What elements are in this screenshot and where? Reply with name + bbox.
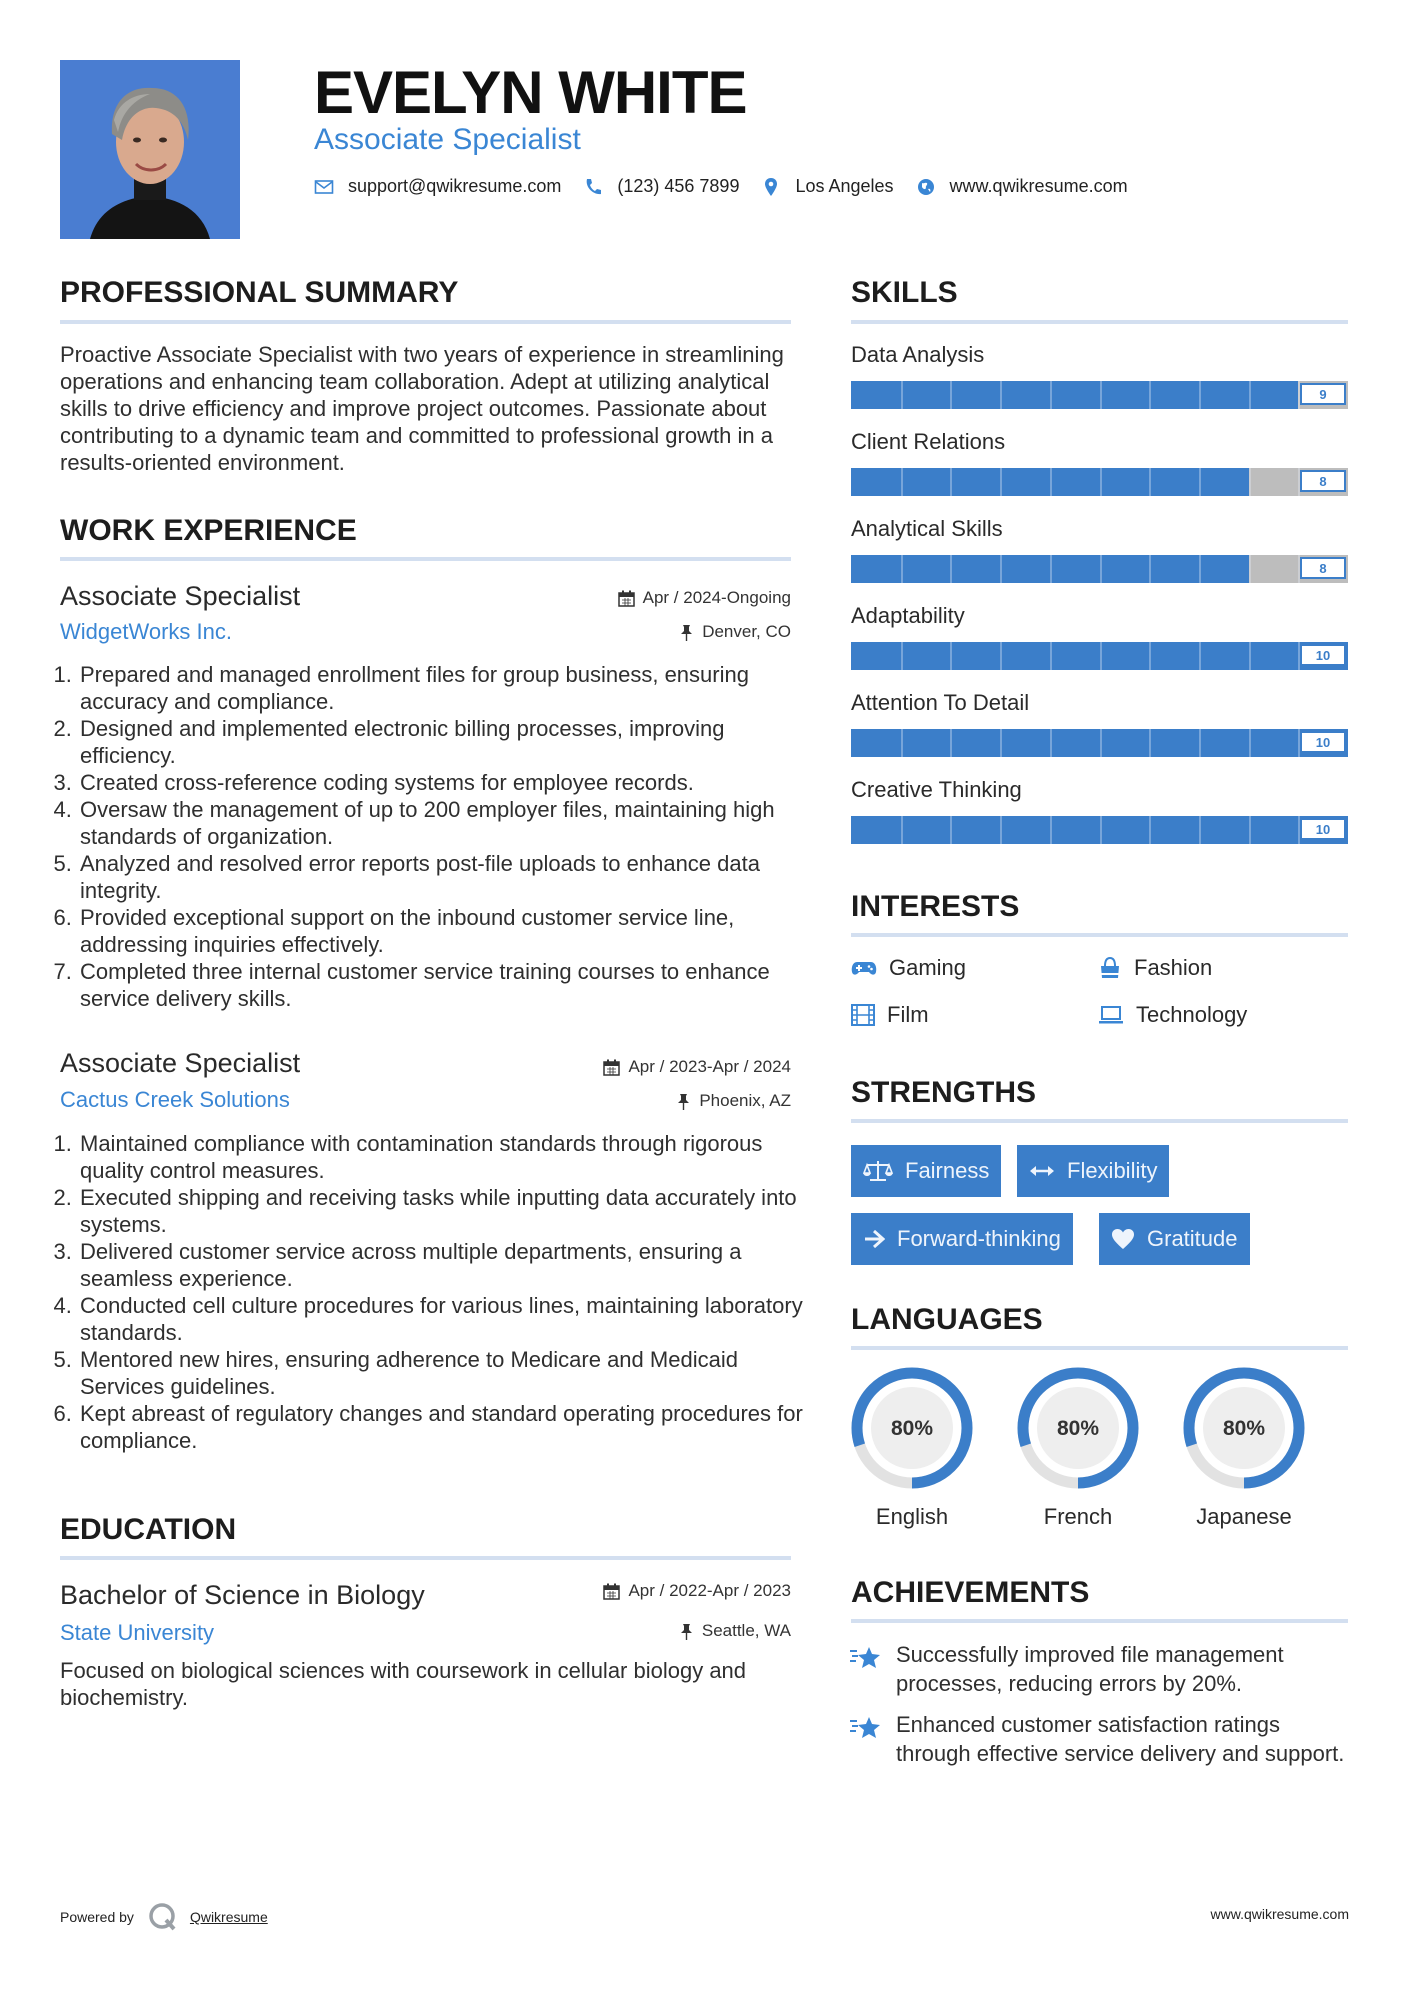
- shopping-bag-icon: [1098, 957, 1122, 979]
- strengths-heading: STRENGTHS: [851, 1076, 1037, 1109]
- job-task: 2. Executed shipping and receiving tasks while inputting data accurately into systems.: [78, 1184, 809, 1238]
- skill-bar: [851, 729, 1348, 757]
- skill-label: Attention To Detail: [851, 690, 1030, 715]
- skill-bar-divider: [1249, 381, 1251, 409]
- summary-text: Proactive Associate Specialist with two years of experience in streamlining operations and enhancing team collaboration. Adept at utilizing analytical skills to drive efficiency and improve project outcomes. Passionate about contributing to a dynamic team and committed to professional growth in a results-oriented environment.: [60, 342, 784, 475]
- qwikresume-logo-icon: [148, 1902, 178, 1932]
- strength-forward-thinking: [851, 1213, 1073, 1265]
- skill-bar-divider: [950, 729, 952, 757]
- summary-heading: PROFESSIONAL SUMMARY: [60, 276, 459, 309]
- job-dates: [603, 1057, 791, 1077]
- skill-bar-divider: [1199, 381, 1201, 409]
- pushpin-icon: [676, 1093, 691, 1110]
- job-task: 3. Created cross-reference coding systems for employee records.: [78, 769, 809, 796]
- contact-website[interactable]: www.qwikresume.com: [949, 176, 1128, 196]
- skill-label: Client Relations: [851, 429, 1006, 454]
- skill-bar-divider: [1050, 555, 1052, 583]
- job-location: [676, 1091, 791, 1111]
- skill-bar-divider: [1000, 729, 1002, 757]
- interest-label: Fashion: [1134, 955, 1213, 980]
- candidate-role: Associate Specialist: [314, 123, 581, 156]
- skill-bar: [851, 642, 1348, 670]
- skill-bar-divider: [1149, 468, 1151, 496]
- job-location: [679, 622, 791, 642]
- language-progress-ring: [850, 1366, 974, 1490]
- skill-bar: [851, 381, 1348, 409]
- strength-gratitude: [1099, 1213, 1250, 1265]
- skill-bar-divider: [1249, 729, 1251, 757]
- skill-score: 10: [1300, 644, 1346, 666]
- globe-icon: [916, 177, 936, 197]
- skill-bar-divider: [1100, 468, 1102, 496]
- skill-label: Data Analysis: [851, 342, 985, 367]
- skill-bar-divider: [1199, 468, 1201, 496]
- skill-score: 10: [1300, 731, 1346, 753]
- language-percent: 80%: [1056, 1417, 1100, 1440]
- skill-bar-divider: [1000, 642, 1002, 670]
- interest-label: Gaming: [889, 955, 967, 980]
- job-location-text: Phoenix, AZ: [699, 1091, 791, 1110]
- calendar-icon: [603, 1059, 620, 1076]
- strength-label: Fairness: [905, 1158, 990, 1183]
- skill-bar-divider: [1249, 642, 1251, 670]
- skill-score: 8: [1300, 470, 1346, 492]
- skill-bar: [851, 816, 1348, 844]
- arrows-horizontal-icon: [1029, 1164, 1055, 1178]
- education-dates: [603, 1581, 791, 1601]
- achievement-item: Enhanced customer satisfaction ratings through effective service delivery and support.: [896, 1712, 1345, 1766]
- skill-bar-divider: [1149, 555, 1151, 583]
- skill-score: 9: [1300, 383, 1346, 405]
- experience-rule: [60, 557, 791, 561]
- job-task: 6. Provided exceptional support on the inbound customer service line, addressing inquiries effectively.: [78, 904, 809, 958]
- job-task: 5. Analyzed and resolved error reports post-file uploads to enhance data integrity.: [78, 850, 809, 904]
- skill-bar-fill: [851, 381, 1298, 409]
- skill-bar-divider: [1100, 381, 1102, 409]
- shooting-star-icon: [850, 1715, 882, 1741]
- skills-rule: [851, 320, 1348, 324]
- skill-bar-divider: [901, 816, 903, 844]
- strength-label: Forward-thinking: [897, 1226, 1061, 1251]
- skill-bar-divider: [1199, 642, 1201, 670]
- skill-bar-divider: [901, 555, 903, 583]
- skill-bar-divider: [1149, 381, 1151, 409]
- powered-by-label: Powered by: [60, 1909, 134, 1925]
- laptop-icon: [1098, 1005, 1124, 1025]
- contact-bar: [314, 176, 1150, 197]
- calendar-icon: [603, 1583, 620, 1600]
- skill-bar-divider: [1100, 555, 1102, 583]
- education-dates-text: Apr / 2022-Apr / 2023: [628, 1581, 791, 1600]
- education-school: State University: [60, 1620, 215, 1645]
- education-heading: EDUCATION: [60, 1513, 237, 1546]
- languages-heading: LANGUAGES: [851, 1303, 1043, 1336]
- pushpin-icon: [679, 624, 694, 641]
- job-dates-text: Apr / 2023-Apr / 2024: [628, 1057, 791, 1076]
- envelope-icon: [314, 177, 334, 197]
- footer-powered-by: [60, 1902, 268, 1932]
- achievement-item: Successfully improved file management processes, reducing errors by 20%.: [896, 1642, 1284, 1696]
- job-task-list: [60, 661, 809, 1012]
- skill-bar-divider: [1100, 816, 1102, 844]
- achievements-heading: ACHIEVEMENTS: [851, 1576, 1090, 1609]
- skill-bar-divider: [1199, 816, 1201, 844]
- balance-scale-icon: [863, 1159, 893, 1183]
- map-marker-icon: [761, 177, 781, 197]
- job-task: 4. Oversaw the management of up to 200 employer files, maintaining high standards of organization.: [78, 796, 809, 850]
- skills-heading: SKILLS: [851, 276, 958, 309]
- job-task: 3. Delivered customer service across multiple departments, ensuring a seamless experience.: [78, 1238, 809, 1292]
- arrow-right-icon: [863, 1229, 885, 1249]
- skill-bar-divider: [1149, 816, 1151, 844]
- skill-bar-divider: [1100, 642, 1102, 670]
- language-name: English: [875, 1504, 949, 1529]
- contact-phone[interactable]: (123) 456 7899: [617, 176, 740, 196]
- summary-rule: [60, 320, 791, 324]
- interest-label: Film: [887, 1002, 929, 1027]
- experience-heading: WORK EXPERIENCE: [60, 514, 357, 547]
- pushpin-icon: [679, 1623, 694, 1640]
- shooting-star-icon: [850, 1645, 882, 1671]
- skill-bar-divider: [901, 381, 903, 409]
- skill-bar-divider: [950, 642, 952, 670]
- language-progress-ring: [1182, 1366, 1306, 1490]
- strength-label: Flexibility: [1067, 1158, 1158, 1183]
- skill-bar-divider: [1050, 816, 1052, 844]
- contact-email[interactable]: support@qwikresume.com: [348, 176, 562, 196]
- job-task: 1. Maintained compliance with contamination standards through rigorous quality control measures.: [78, 1130, 809, 1184]
- job-dates: [618, 588, 791, 608]
- skill-bar-divider: [1149, 729, 1151, 757]
- skill-bar-divider: [1249, 555, 1251, 583]
- language-progress-ring: [1016, 1366, 1140, 1490]
- heart-icon: [1111, 1228, 1135, 1250]
- job-task: 1. Prepared and managed enrollment files for group business, ensuring accuracy and compliance.: [78, 661, 809, 715]
- strength-flexibility: [1017, 1145, 1169, 1197]
- skill-label: Analytical Skills: [851, 516, 1003, 541]
- education-location-text: Seattle, WA: [701, 1621, 791, 1640]
- skill-bar: [851, 555, 1348, 583]
- skill-bar-divider: [901, 642, 903, 670]
- job-location-text: Denver, CO: [702, 622, 791, 641]
- language-name: Japanese: [1196, 1504, 1292, 1529]
- gamepad-icon: [851, 959, 877, 977]
- education-degree: Bachelor of Science in Biology: [60, 1580, 425, 1610]
- skill-bar-divider: [1000, 555, 1002, 583]
- job-company: Cactus Creek Solutions: [60, 1087, 290, 1112]
- language-percent: 80%: [1222, 1417, 1266, 1440]
- calendar-icon: [618, 590, 635, 607]
- achievements-rule: [851, 1619, 1348, 1623]
- strength-fairness: [851, 1145, 1001, 1197]
- skill-bar-divider: [950, 816, 952, 844]
- interests-rule: [851, 933, 1348, 937]
- job-company: WidgetWorks Inc.: [60, 619, 232, 644]
- skill-score: 8: [1300, 557, 1346, 579]
- skill-bar-divider: [1100, 729, 1102, 757]
- skill-bar-divider: [1149, 642, 1151, 670]
- profile-photo: [60, 60, 240, 239]
- skill-label: Creative Thinking: [851, 777, 1022, 802]
- film-icon: [851, 1004, 875, 1026]
- phone-icon: [583, 177, 603, 197]
- job-task: 2. Designed and implemented electronic billing processes, improving efficiency.: [78, 715, 809, 769]
- strength-label: Gratitude: [1147, 1226, 1238, 1251]
- contact-location: Los Angeles: [795, 176, 894, 196]
- skill-score: 10: [1300, 818, 1346, 840]
- interest-fashion: [1098, 954, 1212, 982]
- job-task: 7. Completed three internal customer service training courses to enhance service delivery skills.: [78, 958, 809, 1012]
- skill-bar-divider: [1000, 816, 1002, 844]
- strengths-rule: [851, 1119, 1348, 1123]
- skill-bar-divider: [1050, 468, 1052, 496]
- skill-bar-divider: [1000, 468, 1002, 496]
- job-title: Associate Specialist: [60, 1048, 301, 1078]
- skill-bar-divider: [901, 729, 903, 757]
- footer-website[interactable]: www.qwikresume.com: [1210, 1906, 1349, 1922]
- language-name: French: [1043, 1504, 1113, 1529]
- education-location: [679, 1621, 791, 1641]
- language-percent: 80%: [890, 1417, 934, 1440]
- interest-film: [851, 1001, 929, 1029]
- skill-bar: [851, 468, 1348, 496]
- skill-bar-divider: [950, 381, 952, 409]
- interest-gaming: [851, 954, 966, 982]
- skill-bar-divider: [1000, 381, 1002, 409]
- interest-label: Technology: [1136, 1002, 1248, 1027]
- job-title: Associate Specialist: [60, 581, 301, 611]
- candidate-name: EVELYN WHITE: [314, 59, 747, 126]
- profile-photo-graphic: [60, 60, 240, 239]
- education-description: Focused on biological sciences with coursework in cellular biology and biochemistry.: [60, 1658, 747, 1710]
- interest-technology: [1098, 1001, 1247, 1029]
- education-rule: [60, 1556, 791, 1560]
- job-task: 4. Conducted cell culture procedures for various lines, maintaining laboratory standards.: [78, 1292, 809, 1346]
- skill-bar-divider: [950, 468, 952, 496]
- skill-bar-divider: [1050, 642, 1052, 670]
- skill-bar-divider: [1249, 816, 1251, 844]
- job-dates-text: Apr / 2024-Ongoing: [642, 588, 791, 607]
- skill-label: Adaptability: [851, 603, 965, 628]
- skill-bar-divider: [1050, 381, 1052, 409]
- skill-bar-divider: [1050, 729, 1052, 757]
- skill-bar-divider: [1199, 555, 1201, 583]
- job-task: 6. Kept abreast of regulatory changes and standard operating procedures for compliance.: [78, 1400, 809, 1454]
- job-task-list: [60, 1130, 809, 1454]
- job-task: 5. Mentored new hires, ensuring adherence to Medicare and Medicaid Services guidelines.: [78, 1346, 809, 1400]
- skill-bar-divider: [1249, 468, 1251, 496]
- languages-rule: [851, 1346, 1348, 1350]
- skill-bar-divider: [1199, 729, 1201, 757]
- brand-link[interactable]: Qwikresume: [189, 1909, 268, 1925]
- skill-bar-divider: [901, 468, 903, 496]
- interests-heading: INTERESTS: [851, 890, 1020, 923]
- skill-bar-divider: [950, 555, 952, 583]
